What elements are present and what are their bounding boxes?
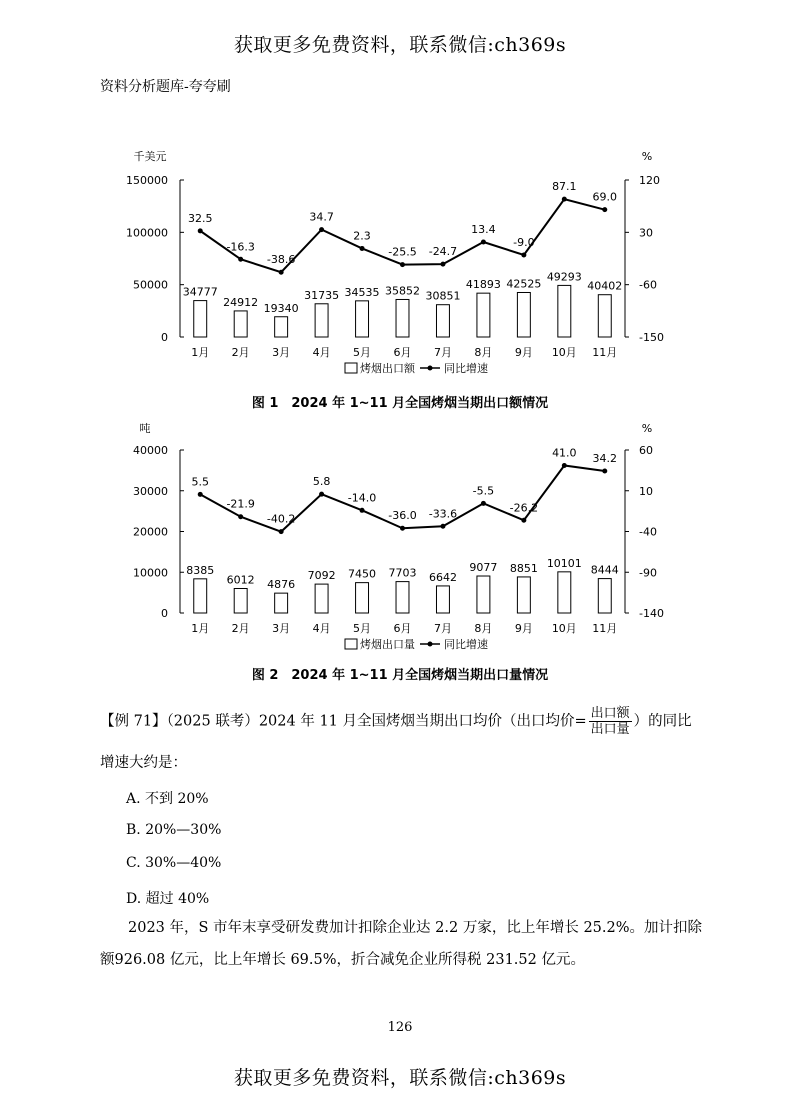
growth-point [198,492,203,497]
left-tick-label: 0 [161,331,168,344]
right-unit-label: % [641,422,653,435]
growth-point [481,239,486,244]
growth-point [400,262,405,267]
legend-bar-label: 烤烟出口量 [360,638,415,651]
growth-value-label: -36.0 [388,509,417,523]
question-text-end: ）的同比 [633,713,692,730]
bar [396,299,409,337]
x-tick-label: 11月 [592,346,618,359]
legend-line-marker [428,642,433,647]
right-tick-label: 10 [639,484,653,498]
x-tick-label: 6月 [393,346,412,359]
growth-value-label: -16.3 [226,240,255,254]
growth-point [279,529,284,534]
growth-value-label: 87.1 [552,180,577,194]
bar [558,285,571,337]
page-number: 126 [387,1020,413,1035]
right-tick-label: 30 [639,226,653,240]
left-tick-label: 0 [161,607,168,620]
x-tick-label: 2月 [231,622,250,635]
growth-value-label: 5.8 [312,475,331,489]
growth-point [602,469,607,474]
growth-point [521,518,526,523]
question-text: 2024 年 11 月全国烤烟当期出口均价（出口均价= [258,713,587,730]
option-d[interactable]: D. 超过 40% [126,891,210,907]
growth-value-label: 34.7 [309,210,334,224]
growth-value-label: -24.7 [428,245,458,259]
option-a[interactable]: A. 不到 20% [126,791,209,807]
bar [598,579,611,613]
growth-point [440,262,445,267]
growth-value-label: -5.5 [472,484,495,498]
growth-point [360,246,365,251]
growth-value-label: 69.0 [592,190,618,204]
x-tick-label: 4月 [312,346,331,359]
growth-point [400,526,405,531]
left-tick-label: 20000 [133,525,168,539]
bar [356,301,369,337]
left-unit-label: 吨 [139,422,151,435]
bar [477,576,490,613]
x-tick-label: 7月 [433,622,452,635]
bar-value-label: 4876 [267,578,296,592]
x-tick-label: 8月 [474,346,493,359]
right-tick-label: -140 [639,607,664,620]
left-tick-label: 10000 [133,566,168,580]
option-c[interactable]: C. 30%—40% [126,855,222,871]
bar-value-label: 34777 [182,285,218,299]
growth-value-label: 34.2 [592,452,618,466]
growth-point [481,501,486,506]
growth-value-label: 5.5 [191,475,209,489]
bar-value-label: 40402 [587,279,623,293]
growth-value-label: -21.9 [226,497,255,511]
bar-value-label: 9077 [469,561,498,575]
growth-point [562,197,567,202]
chart-1-caption: 图 1 2024 年 1~11 月全国烤烟当期出口额情况 [251,396,549,411]
x-tick-label: 1月 [191,622,210,635]
bar [558,572,571,613]
growth-point [238,257,243,262]
growth-value-label: -38.6 [266,253,296,267]
fraction-numerator: 出口额 [590,706,630,721]
chart-1 [0,140,800,390]
bar [315,584,328,613]
x-tick-label: 3月 [272,346,291,359]
bar-value-label: 8385 [186,563,215,577]
bar-value-label: 24912 [223,295,259,309]
chart-1-svg [0,140,800,390]
bar-value-label: 10101 [546,556,582,570]
bar [517,292,530,337]
bar-value-label: 6642 [428,570,457,584]
right-tick-label: 120 [639,174,660,187]
top-banner: 获取更多免费资料，联系微信:ch369s [233,34,567,56]
x-tick-label: 3月 [272,622,291,635]
right-unit-label: % [641,150,653,163]
growth-point [360,508,365,513]
x-tick-label: 5月 [353,622,372,635]
growth-point [562,463,567,468]
bar [194,301,207,337]
growth-point [238,514,243,519]
question-stem [100,706,692,737]
growth-value-label: -33.6 [428,507,458,521]
bar [234,311,247,337]
bar-value-label: 42525 [506,277,542,291]
bar-value-label: 7703 [388,566,417,580]
bar [436,305,449,337]
chart-2-caption: 图 2 2024 年 1~11 月全国烤烟当期出口量情况 [251,668,549,683]
growth-point [198,228,203,233]
legend-line-label: 同比增速 [444,638,488,651]
left-tick-label: 50000 [133,278,168,292]
growth-value-label: 2.3 [353,229,371,243]
right-tick-label: -90 [639,566,657,580]
x-tick-label: 4月 [312,622,331,635]
growth-value-label: -9.0 [513,236,535,250]
right-tick-label: -60 [639,278,657,292]
bar [315,304,328,337]
x-tick-label: 9月 [514,346,533,359]
question-line-2: 增速大约是： [100,755,187,771]
bar-value-label: 30851 [425,289,461,303]
bar [356,583,369,613]
bar [436,586,449,613]
left-tick-label: 150000 [126,174,168,187]
x-tick-label: 10月 [551,622,577,635]
growth-point [440,524,445,529]
question-source: （2025 联考） [166,713,259,730]
x-tick-label: 1月 [191,346,210,359]
bar [517,577,530,613]
legend-bar-label: 烤烟出口额 [360,362,415,375]
option-b[interactable]: B. 20%—30% [126,822,222,838]
bar-value-label: 19340 [263,301,299,315]
fraction-denominator: 出口量 [590,722,630,737]
x-tick-label: 2月 [231,346,250,359]
bar-value-label: 8851 [509,561,538,575]
right-tick-label: 60 [639,444,653,457]
growth-point [279,270,284,275]
bar-value-label: 41893 [465,278,501,292]
growth-point [319,227,324,232]
price-fraction [589,706,632,737]
x-tick-label: 7月 [433,346,452,359]
growth-point [319,492,324,497]
bar-value-label: 31735 [304,288,340,302]
bar-value-label: 34535 [344,285,380,299]
growth-value-label: -40.2 [266,512,296,526]
bar [275,317,288,337]
left-tick-label: 30000 [133,484,168,498]
growth-value-label: 32.5 [187,211,213,225]
legend-line-marker [428,366,433,371]
bar-value-label: 49293 [546,270,582,284]
left-unit-label: 千美元 [133,150,167,163]
bar [275,593,288,613]
chart-2 [0,418,800,663]
growth-value-label: 41.0 [552,446,577,460]
bar-value-label: 35852 [385,284,420,298]
bottom-banner: 获取更多免费资料，联系微信:ch369s [233,1067,567,1089]
chart-2-svg [0,418,800,663]
legend-line-label: 同比增速 [444,362,488,375]
legend-bar-swatch [345,639,357,649]
x-tick-label: 10月 [551,346,577,359]
bar-value-label: 7450 [348,567,377,581]
source-label: 资料分析题库-夸夸刷 [100,79,231,95]
legend-bar-swatch [345,363,357,373]
x-tick-label: 11月 [592,622,618,635]
left-tick-label: 40000 [133,444,168,457]
growth-point [521,253,526,258]
x-tick-label: 8月 [474,622,493,635]
bar [598,295,611,337]
growth-line [200,199,605,272]
growth-value-label: 13.4 [471,222,496,236]
question-tag: 【例 71】 [100,713,167,730]
bar [234,589,247,613]
right-tick-label: -150 [639,331,664,344]
x-tick-label: 6月 [393,622,412,635]
x-tick-label: 9月 [514,622,533,635]
bar [477,293,490,337]
x-tick-label: 5月 [353,346,372,359]
bar [194,579,207,613]
right-tick-label: -40 [639,525,657,539]
growth-point [602,207,607,212]
bar-value-label: 7092 [307,569,336,583]
bar [396,582,409,613]
growth-value-label: -25.5 [388,245,417,259]
passage-text: 2023 年，S 市年末享受研发费加计扣除企业达 2.2 万家，比上年增长 25.2%。加计扣除额926.08 亿元，比上年增长 69.5%，折合减免企业所得税 231.52 亿元。 [100,920,703,968]
growth-value-label: -14.0 [347,491,377,505]
bar-value-label: 6012 [226,573,255,587]
left-tick-label: 100000 [126,226,168,240]
bar-value-label: 8444 [590,563,619,577]
growth-value-label: -26.2 [509,501,539,515]
